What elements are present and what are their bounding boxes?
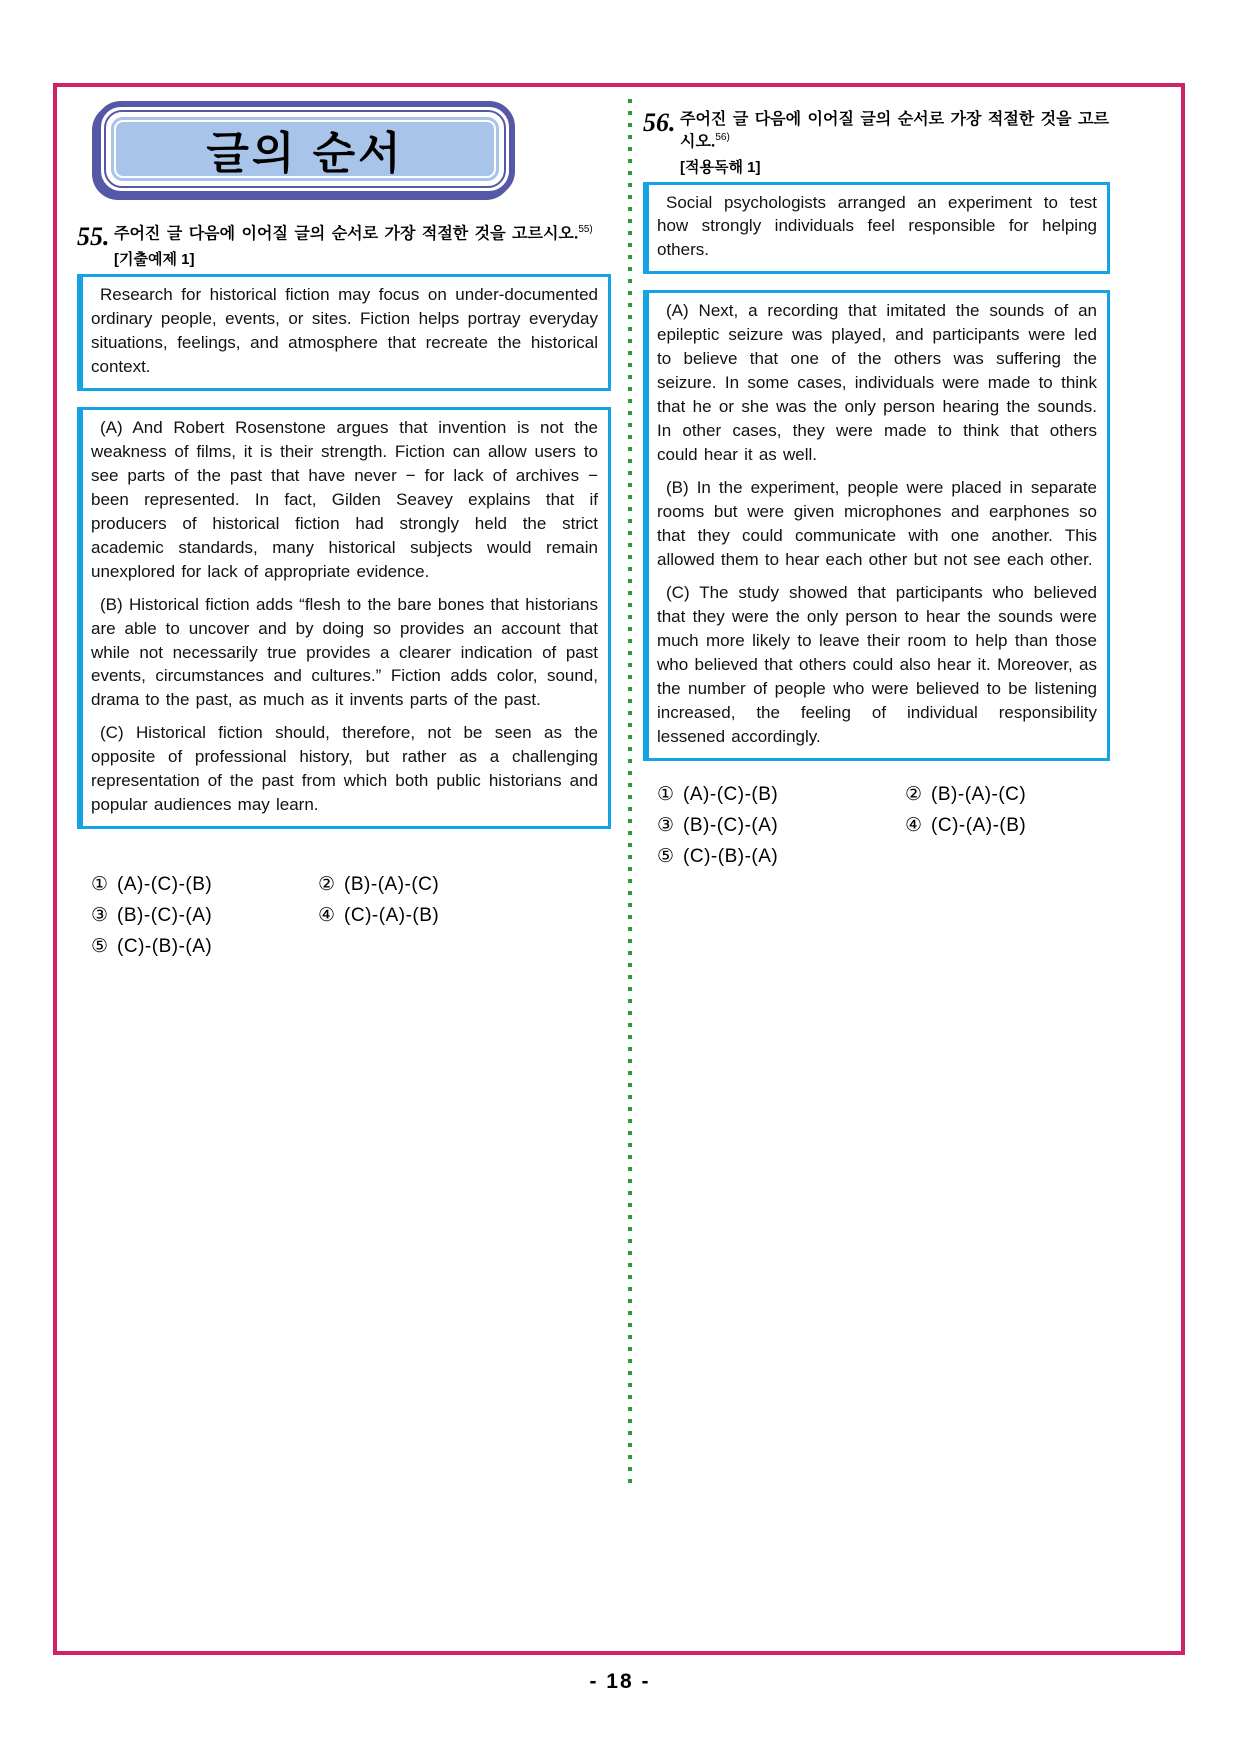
question-56-prompt-text: 주어진 글 다음에 이어질 글의 순서로 가장 적절한 것을 고르시오. [680,111,1109,150]
left-column [77,101,611,958]
option-text: (C)-(B)-(A) [117,936,213,958]
question-56-source-tag: [적용독해 1] [680,158,761,176]
question-55-prompt-text: 주어진 글 다음에 이어질 글의 순서로 가장 적절한 것을 고르시오. [114,225,579,243]
option-text: (C)-(A)-(B) [344,905,440,927]
option-marker: ④ [318,905,336,927]
option-marker: ④ [905,814,923,836]
option-marker: ⑤ [91,936,109,958]
column-divider [628,99,632,1491]
question-55-paragraph-b: (B) Historical fiction adds “flesh to the bare bones that historians are able to uncover and by doing so provides an account that while not necessarily true provides a clearer indication of past events, circumstances and cultures.” Fiction adds color, sound, drama to the past, as much as it invents parts of the past. [91,594,598,710]
question-55-header [77,223,611,269]
question-55-prompt-wrap [114,223,611,269]
question-56-prompt [680,109,1110,153]
question-55-source-tag: [기출예제 1] [114,250,195,268]
question-56-header [643,109,1110,177]
page-border-frame [53,83,1185,1655]
question-55-paragraphs-box [77,407,611,830]
question-56-paragraphs-box [643,290,1110,760]
option-marker: ② [318,874,336,896]
option-text: (B)-(C)-(A) [683,814,779,836]
question-55-option-5 [91,935,318,958]
option-marker: ③ [91,905,109,927]
section-title-banner [95,101,515,197]
question-55-number: 55. [77,222,110,251]
option-marker: ③ [657,814,675,836]
section-title-banner-fill [111,117,499,181]
page-number: - 18 - [589,1670,651,1693]
question-56-option-2 [905,783,1110,806]
question-56-paragraph-b: (B) In the experiment, people were placed in separate rooms but were given microphones and earphones so that they could communicate with one another. This allowed them to hear each other but not see each other. [657,478,1097,570]
section-title: 글의 순서 [206,129,404,178]
question-56-number: 56. [643,108,676,137]
question-56-given-passage-box [643,182,1110,275]
question-55-paragraph-a: (A) And Robert Rosenstone argues that invention is not the weakness of films, it is their strength. Fiction can allow users to see parts of the past that have never − for lack of archives − been represented. In fact, Gilden Seavey explains that if producers of historical fiction had strongly held the strict academic standards, many historical subjects would remain unexplored for lack of appropriate evidence. [91,417,598,581]
question-56-given-passage: Social psychologists arranged an experiment to test how strongly individuals feel responsible for helping others. [657,192,1097,260]
option-text: (B)-(C)-(A) [117,905,213,927]
question-55-prompt [114,223,611,245]
option-marker: ① [657,783,675,805]
question-55-option-2 [318,873,611,896]
right-column [643,101,1110,868]
section-title-banner-ring [104,110,506,188]
question-55-footnote-ref: 55) [578,224,593,235]
option-text: (C)-(B)-(A) [683,845,779,867]
question-55-option-3 [91,904,318,927]
option-marker: ⑤ [657,845,675,867]
question-55-given-passage-box [77,274,611,391]
question-56-options [657,783,1110,868]
question-55-options [91,873,611,958]
question-56-prompt-wrap [680,109,1110,177]
option-text: (A)-(C)-(B) [683,783,779,805]
option-text: (B)-(A)-(C) [344,874,440,896]
question-56-footnote-ref: 56) [715,131,730,143]
option-marker: ① [91,874,109,896]
option-marker: ② [905,783,923,805]
question-56-option-4 [905,814,1110,837]
option-text: (A)-(C)-(B) [117,874,213,896]
question-55-given-passage: Research for historical fiction may focus on under-documented ordinary people, events, or sites. Fiction helps portray everyday situations, feelings, and atmosphere that recreate the historical context. [91,284,598,376]
question-56-option-5 [657,845,905,868]
option-text: (B)-(A)-(C) [931,783,1027,805]
question-56-option-3 [657,814,905,837]
question-56-option-1 [657,783,905,806]
question-56-paragraph-a: (A) Next, a recording that imitated the sounds of an epileptic seizure was played, and participants were led to believe that one of the others was suffering the seizure. In some cases, individuals were made to think that he or she was the only person hearing the sounds. In other cases, they were made to think that others could hear it as well. [657,301,1097,465]
question-55-option-1 [91,873,318,896]
question-56-paragraph-c: (C) The study showed that participants who believed that they were the only person to hear the sounds were much more likely to leave their room to help than those who believed that others could also hear it. Moreover, as the number of people who were believed to be listening increased, the feeling of individual responsibility lessened accordingly. [657,583,1097,746]
question-55-option-4 [318,904,611,927]
question-55-paragraph-c: (C) Historical fiction should, therefore, not be seen as the opposite of professional history, but rather as a challenging representation of the past from which both public historians and popular audiences may learn. [91,723,598,815]
option-text: (C)-(A)-(B) [931,814,1027,836]
